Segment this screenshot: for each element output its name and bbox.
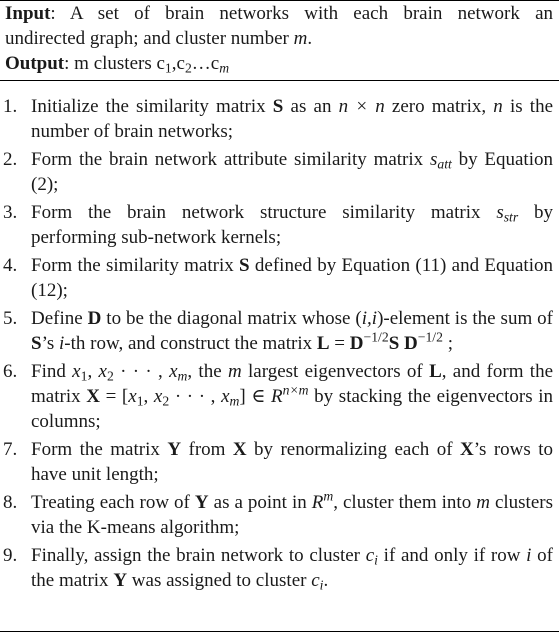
output-label: Output: [5, 53, 65, 74]
step-9: 9. Finally, assign the brain network to cluster $c_i$ if and only if row i of the matrix Y was assigned to cluster $c_i$.: [3, 545, 553, 593]
step-2: 2. Form the brain network attribute similarity matrix $s_{att}$ by Equation (2);: [3, 149, 553, 195]
step-1: 1. Initialize the similarity matrix S as an n × n zero matrix, n is the number of brain networks;: [3, 96, 554, 142]
step-5: 5. Define D to be the diagonal matrix whose (i,i)-element is the sum of S’s i-th row, and construct the matrix $L = D^{-1/2}S$ $D^{-1/2}$ ;: [3, 308, 553, 354]
bottom-rule: [0, 631, 559, 632]
step-7: 7. Form the matrix Y from X by renormalizing each of X’s rows to have unit length;: [3, 439, 553, 485]
step-8: 8. Treating each row of Y as a point in $R^m$, cluster them into m clusters via the K-means algorithm;: [3, 488, 553, 538]
step-3: 3. Form the brain network structure similarity matrix $s_{str}$ by performing sub-network kernels;: [3, 202, 553, 248]
input-label: Input: [5, 3, 51, 24]
output-line: Output: m clusters $c_1,c_2\dots c_m$: [5, 53, 230, 76]
algorithm-steps: [0, 94, 553, 596]
step-6: 6. Find $x_1$, $x_2$ · · · , $x_m$, the m largest eigenvectors of L, and form the matrix $X = [x_1$, $x_2$ · · · , $x_m$] ∈ $R^{n\times m}$ by stacking the eigenvectors in columns;: [3, 361, 554, 432]
input-line-2: undirected graph; and cluster number m.: [5, 28, 313, 49]
algorithm-header: [5, 1, 553, 76]
header-divider: [0, 80, 559, 81]
input-line: Input: A set of brain networks with each brain network an: [5, 3, 553, 24]
step-4: 4. Form the similarity matrix S defined by Equation (11) and Equation (12);: [3, 255, 553, 301]
